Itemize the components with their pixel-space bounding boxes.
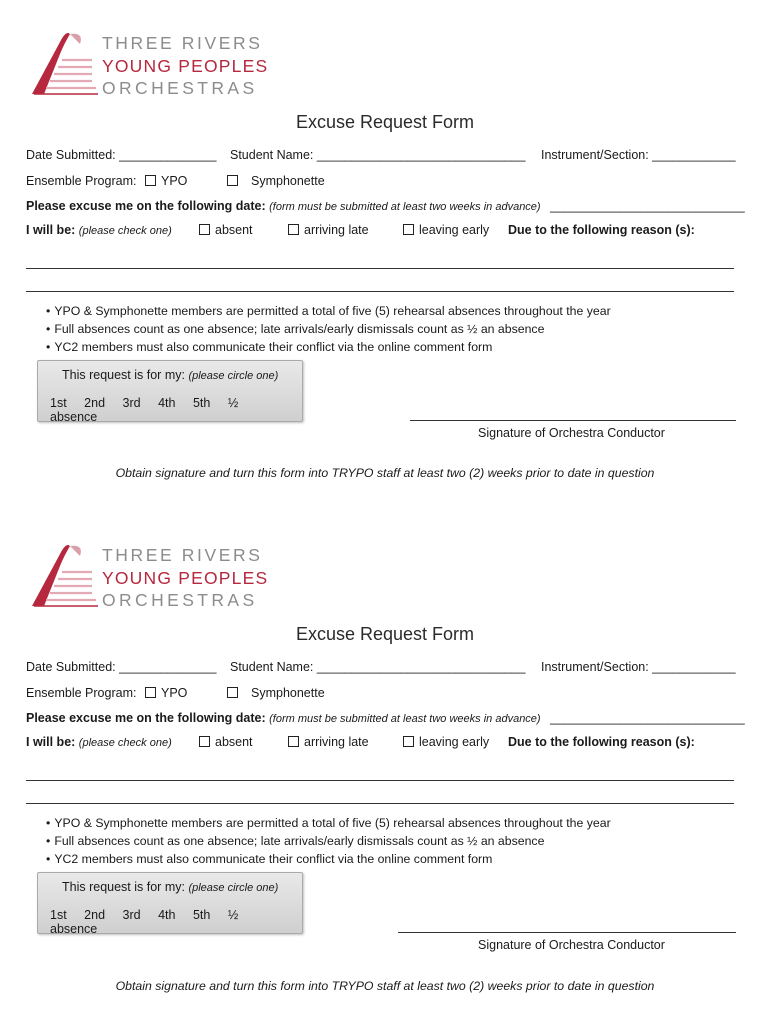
checkbox-icon — [288, 736, 299, 747]
signature-label: Signature of Orchestra Conductor — [478, 938, 665, 952]
reason-label: Due to the following reason (s): — [508, 735, 695, 749]
request-option-2nd[interactable]: 2nd — [84, 908, 106, 922]
checkbox-icon — [145, 687, 156, 698]
ensemble-program-label: Ensemble Program: — [26, 686, 137, 700]
arriving-late-label: arriving late — [304, 735, 369, 749]
will-be-note: (please check one) — [78, 225, 172, 237]
logo-text-young-peoples: YOUNG PEOPLES — [102, 56, 269, 76]
request-option-5th[interactable]: 5th — [192, 908, 211, 922]
reason-line-2[interactable] — [26, 291, 734, 292]
instrument-section-field[interactable]: Instrument/Section: ____________ — [541, 660, 736, 674]
orchestra-logo-icon — [30, 542, 98, 608]
leaving-early-label: leaving early — [419, 223, 490, 237]
absent-label: absent — [215, 735, 253, 749]
form-title: Excuse Request Form — [295, 112, 475, 132]
logo-text-orchestras: ORCHESTRAS — [102, 78, 258, 98]
will-be-label — [26, 735, 172, 749]
arriving-late-checkbox[interactable] — [288, 223, 369, 237]
rule-item: • YPO & Symphonette members are permitted a total of five (5) rehearsal absences throughout the year — [46, 302, 611, 320]
reason-line-2[interactable] — [26, 803, 734, 804]
reason-line-1[interactable] — [26, 780, 734, 781]
date-submitted-field[interactable]: Date Submitted: ______________ — [26, 660, 217, 674]
reason-line-1[interactable] — [26, 268, 734, 269]
request-label: This request is for my: — [62, 368, 185, 382]
arriving-late-label: arriving late — [304, 223, 369, 237]
ypo-checkbox[interactable] — [145, 174, 187, 188]
symphonette-label: Symphonette — [251, 686, 325, 700]
form-title: Excuse Request Form — [295, 624, 475, 644]
will-be-note: (please check one) — [78, 737, 172, 749]
leaving-early-label: leaving early — [419, 735, 490, 749]
student-name-field[interactable]: Student Name: ______________________________ — [230, 660, 526, 674]
checkbox-icon — [227, 175, 238, 186]
excuse-date-note: (form must be submitted at least two weeks in advance) — [269, 201, 541, 213]
signature-line[interactable] — [410, 420, 736, 421]
request-option-half[interactable]: ½ — [227, 908, 239, 922]
request-option-2nd[interactable]: 2nd — [84, 396, 106, 410]
rules-list — [46, 814, 611, 868]
ensemble-program-label: Ensemble Program: — [26, 174, 137, 188]
checkbox-icon — [403, 736, 414, 747]
logo-text-three-rivers: THREE RIVERS — [102, 33, 263, 53]
checkbox-icon — [288, 224, 299, 235]
rules-list — [46, 302, 611, 356]
ypo-label: YPO — [161, 686, 188, 700]
will-be-text: I will be: — [26, 735, 76, 749]
excuse-date-note: (form must be submitted at least two weeks in advance) — [269, 713, 541, 725]
will-be-text: I will be: — [26, 223, 76, 237]
symphonette-checkbox[interactable] — [227, 686, 325, 700]
request-option-absence[interactable]: absence — [50, 410, 98, 424]
leaving-early-checkbox[interactable] — [403, 735, 489, 749]
checkbox-icon — [199, 736, 210, 747]
request-title — [62, 880, 278, 894]
rule-item: • Full absences count as one absence; late arrivals/early dismissals count as ½ an absence — [46, 320, 611, 338]
excuse-form-2 — [0, 512, 770, 1024]
logo-text-young-peoples: YOUNG PEOPLES — [102, 568, 269, 588]
request-option-absence[interactable]: absence — [50, 922, 98, 936]
excuse-date-text: Please excuse me on the following date: — [26, 711, 266, 725]
rule-item: • YC2 members must also communicate their conflict via the online comment form — [46, 338, 611, 356]
request-note: (please circle one) — [188, 370, 279, 382]
symphonette-checkbox[interactable] — [227, 174, 325, 188]
excuse-date-text: Please excuse me on the following date: — [26, 199, 266, 213]
orchestra-logo-icon — [30, 30, 98, 96]
absent-label: absent — [215, 223, 253, 237]
request-note: (please circle one) — [188, 882, 279, 894]
checkbox-icon — [199, 224, 210, 235]
request-option-half[interactable]: ½ — [227, 396, 239, 410]
request-title — [62, 368, 278, 382]
request-option-5th[interactable]: 5th — [192, 396, 211, 410]
request-option-1st[interactable]: 1st — [50, 908, 67, 922]
request-options — [50, 908, 302, 936]
request-option-3rd[interactable]: 3rd — [122, 908, 141, 922]
absent-checkbox[interactable] — [199, 223, 253, 237]
rule-item: • YPO & Symphonette members are permitted a total of five (5) rehearsal absences throughout the year — [46, 814, 611, 832]
student-name-field[interactable]: Student Name: ______________________________ — [230, 148, 526, 162]
logo-text-three-rivers: THREE RIVERS — [102, 545, 263, 565]
ypo-checkbox[interactable] — [145, 686, 187, 700]
excuse-date-field[interactable]: ____________________________ — [550, 199, 745, 213]
request-panel — [37, 872, 303, 934]
leaving-early-checkbox[interactable] — [403, 223, 489, 237]
absent-checkbox[interactable] — [199, 735, 253, 749]
logo-text-orchestras: ORCHESTRAS — [102, 590, 258, 610]
request-option-3rd[interactable]: 3rd — [122, 396, 141, 410]
rule-item: • Full absences count as one absence; late arrivals/early dismissals count as ½ an absence — [46, 832, 611, 850]
request-option-1st[interactable]: 1st — [50, 396, 67, 410]
arriving-late-checkbox[interactable] — [288, 735, 369, 749]
will-be-label — [26, 223, 172, 237]
signature-label: Signature of Orchestra Conductor — [478, 426, 665, 440]
request-option-4th[interactable]: 4th — [158, 396, 176, 410]
excuse-date-label — [26, 711, 541, 725]
rule-item: • YC2 members must also communicate their conflict via the online comment form — [46, 850, 611, 868]
request-options — [50, 396, 302, 424]
symphonette-label: Symphonette — [251, 174, 325, 188]
checkbox-icon — [227, 687, 238, 698]
footer-instructions: Obtain signature and turn this form into TRYPO staff at least two (2) weeks prior to date in question — [115, 466, 655, 480]
checkbox-icon — [403, 224, 414, 235]
request-panel — [37, 360, 303, 422]
request-option-4th[interactable]: 4th — [158, 908, 176, 922]
checkbox-icon — [145, 175, 156, 186]
request-label: This request is for my: — [62, 880, 185, 894]
signature-line[interactable] — [398, 932, 736, 933]
instrument-section-field[interactable]: Instrument/Section: ____________ — [541, 148, 736, 162]
reason-label: Due to the following reason (s): — [508, 223, 695, 237]
date-submitted-field[interactable]: Date Submitted: ______________ — [26, 148, 217, 162]
ypo-label: YPO — [161, 174, 188, 188]
excuse-date-label — [26, 199, 541, 213]
footer-instructions: Obtain signature and turn this form into TRYPO staff at least two (2) weeks prior to date in question — [115, 979, 655, 993]
excuse-date-field[interactable]: ____________________________ — [550, 711, 745, 725]
